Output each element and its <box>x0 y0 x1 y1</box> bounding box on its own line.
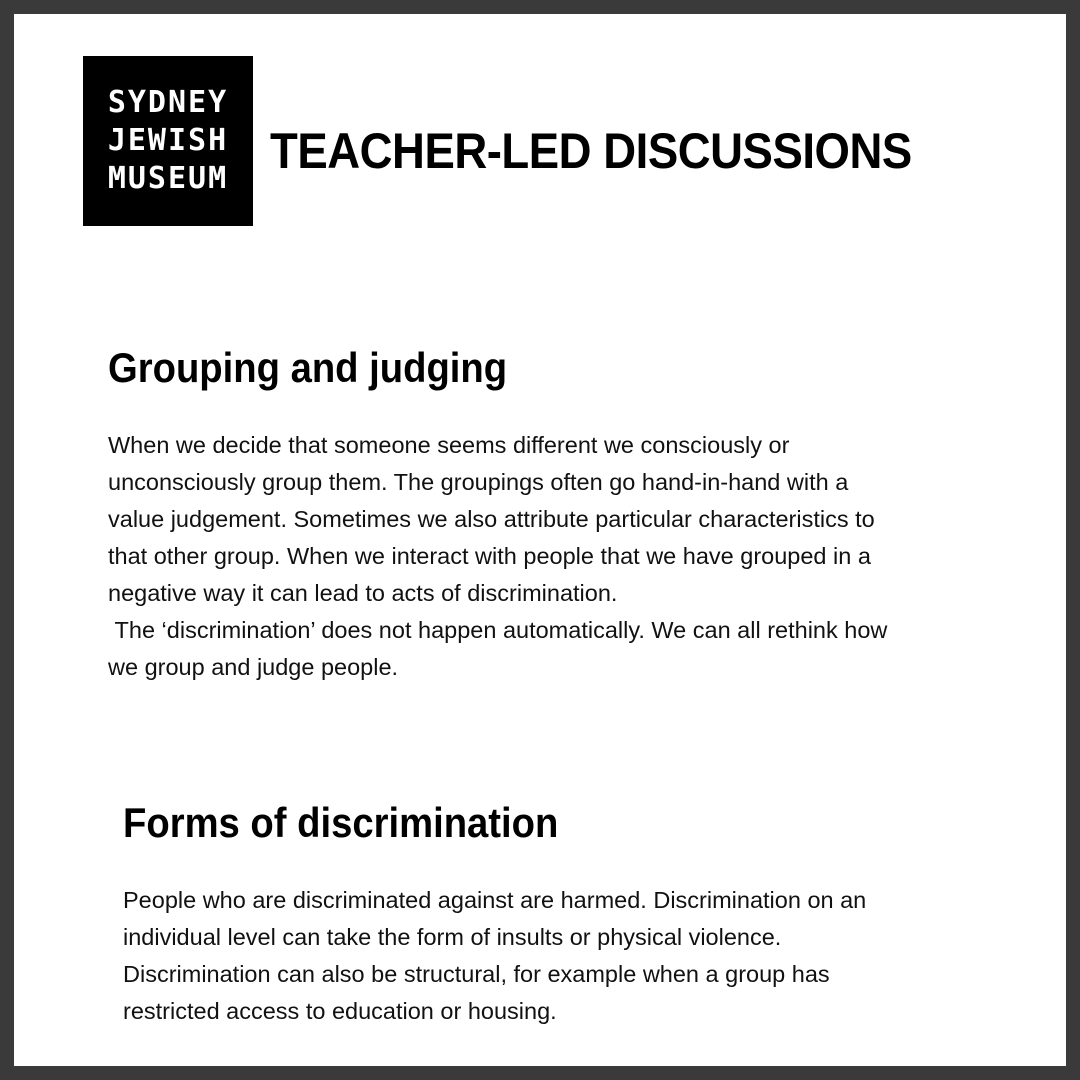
page <box>14 14 1066 1066</box>
page-title: TEACHER-LED DISCUSSIONS <box>270 123 912 179</box>
section-body: When we decide that someone seems different we consciously or unconsciously group them. The groupings often go hand-in-hand with a value judgement. Sometimes we also attribute particular characteristics to that other group. When we interact with people that we have grouped in a negative way it can lead to acts of discrimination. The ‘discrimination’ does not happen automatically. We can all rethink how we group and judge people. <box>108 432 888 680</box>
section-forms-of-discrimination <box>123 799 1003 1030</box>
logo-line-1: SYDNEY <box>107 85 229 120</box>
section-grouping-and-judging <box>108 344 1008 686</box>
section-heading: Grouping and judging <box>108 344 508 391</box>
logo-line-2: JEWISH <box>107 123 229 158</box>
sydney-jewish-museum-logo <box>83 56 253 226</box>
logo-line-3: MUSEUM <box>107 161 229 196</box>
section-heading: Forms of discrimination <box>123 799 559 846</box>
section-body: People who are discriminated against are harmed. Discrimination on an individual level can take the form of insults or physical violence. Discrimination can also be structural, for example when a group has restricted access to education or housing. <box>123 887 867 1024</box>
